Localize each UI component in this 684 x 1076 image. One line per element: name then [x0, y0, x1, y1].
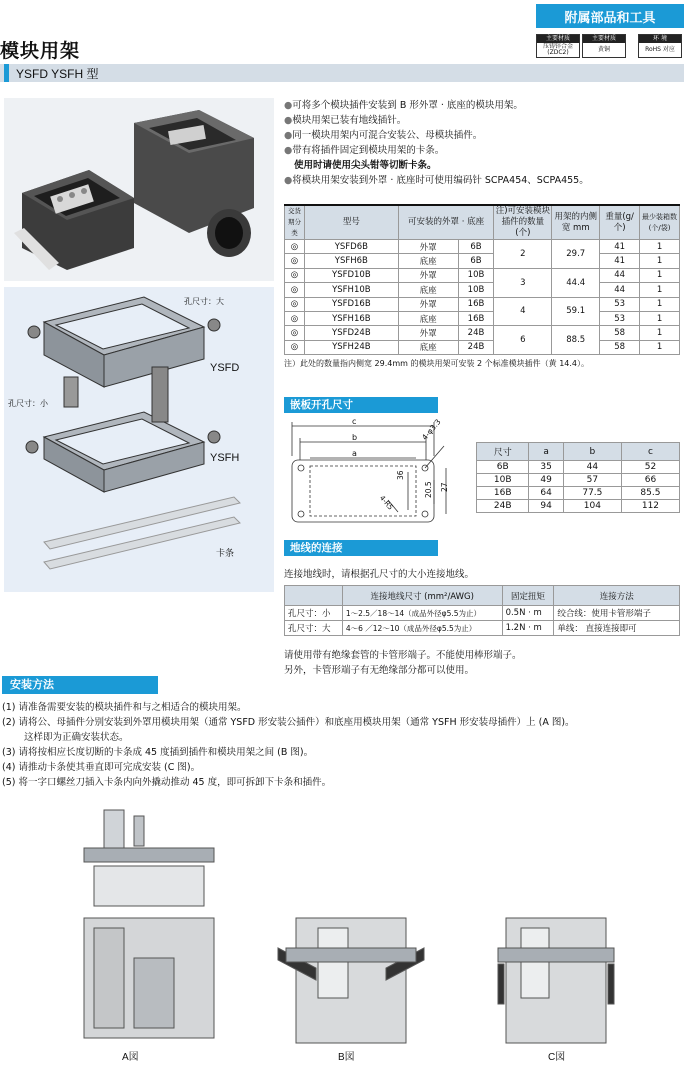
section-title-cutout: 嵌板开孔尺寸 [284, 397, 438, 413]
category-banner: 附属部品和工具 [536, 4, 684, 28]
figure-c [496, 908, 616, 1048]
subtitle-bar [0, 64, 684, 82]
feature-item: ●模块用架已装有地线插针。 [284, 115, 407, 126]
install-steps [2, 700, 682, 790]
step-item: (1) 请准备需要安装的模块插件和与之相适合的模块用架。 [2, 702, 247, 713]
cutout-table: 尺寸 a b c 6B 35 44 52 10B 49 57 66 16B 64 77.5 85.5 24B 94 104 112 [476, 442, 680, 513]
table-row: ◎ YSFD6B 外罩 6B 2 29.7 41 1 [285, 240, 680, 254]
step-item: (5) 将一字口螺丝刀插入卡条内向外撬动推动 45 度，即可拆卸下卡条和插件。 [2, 777, 332, 788]
table-row: ◎ YSFH10B 底座 10B 44 1 [285, 283, 680, 297]
table-row: 孔尺寸：小 1～2.5／18～14（成品外径φ5.5为止） 0.5N · m 绞合线：使用卡管形端子 [285, 606, 680, 621]
ground-note: 请使用带有绝缘套管的卡管形端子。不能使用棒形端子。 另外，卡管形端子有无绝缘部分都可以使用。 [284, 650, 522, 676]
dim-36: 36 [396, 470, 405, 480]
dim-c: c [352, 417, 357, 426]
table-row: 24B 94 104 112 [477, 500, 680, 513]
section-title-ground: 地线的连接 [284, 540, 438, 556]
model-table: 交货期分类 型号 可安装的外罩 · 底座 注)可安装模块插件的数量(个) 用架的内侧宽 mm 重量(g/个) 最少装箱数(个/袋) ◎ YSFD6B 外罩 6B 2 29.7 41 1 ◎ YSFH6B 底座 6B 41 1 ◎ YSFD10B 外罩 10B 3 44.4 44 1 ◎ YSFH10B 底座 10B 44 1 ◎ YSFD16B 外罩 16B 4 59.1 53 1 ◎ YSFH16B 底座 16B 53 1 ◎ YSFD24B 外罩 24B 6 88.5 58 1 ◎ YSFH24B 底座 24B 58 1 [284, 204, 680, 355]
subtitle-marker [4, 64, 9, 82]
subtitle: YSFD YSFH 型 [16, 67, 99, 81]
page-title: 模块用架 [0, 40, 81, 62]
section-title-install: 安装方法 [2, 676, 158, 694]
label-ysfd: YSFD [210, 362, 240, 374]
spec-material-2: 主要材质 黄铜 [582, 34, 626, 58]
table-row: 孔尺寸：大 4～6 ／12～10（成品外径φ5.5为止） 1.2N · m 单线： 直接连接即可 [285, 621, 680, 636]
label-hole-small: 孔尺寸：小 [8, 399, 48, 408]
dim-20-5: 20.5 [424, 481, 433, 498]
table-row: 6B 35 44 52 [477, 461, 680, 474]
table-row: ◎ YSFD24B 外罩 24B 6 88.5 58 1 [285, 326, 680, 340]
feature-item: ●带有将插件固定到模块用架的卡条。 [284, 145, 445, 156]
dim-a: a [352, 449, 357, 458]
figure-b-label: B図 [338, 1052, 355, 1063]
feature-item: ●可将多个模块插件安装到 B 形外罩 · 底座的模块用架。 [284, 100, 523, 111]
step-item: (2) 请将公、母插件分别安装到外罩用模块用架（通常 YSFD 形安装公插件）和底座用模块用架（通常 YSFH 形安装母插件）上 (A 图)。 [2, 717, 575, 728]
table-row: 16B 64 77.5 85.5 [477, 487, 680, 500]
dim-27: 27 [440, 482, 449, 492]
ground-intro: 连接地线时，请根据孔尺寸的大小连接地线。 [284, 569, 475, 580]
figure-c-label: C図 [548, 1052, 566, 1063]
label-ysfh: YSFH [210, 452, 240, 464]
figure-a-label: A図 [122, 1052, 139, 1063]
step-item: (4) 请推动卡条使其垂直即可完成安装 (C 图)。 [2, 762, 201, 773]
feature-item: ●同一模块用架内可混合安装公、母模块插件。 [284, 130, 483, 141]
label-clip: 卡条 [216, 549, 235, 559]
table-row: ◎ YSFH6B 底座 6B 41 1 [285, 254, 680, 268]
feature-list [284, 98, 679, 188]
ground-table: 连接地线尺寸 (mm²/AWG) 固定扭矩 连接方法 孔尺寸：小 1～2.5／18～14（成品外径φ5.5为止） 0.5N · m 绞合线：使用卡管形端子 孔尺寸：大 4～6 ／12～10（成品外径φ5.5为止） 1.2N · m 单线： 直接连接即可 [284, 585, 680, 636]
table-footnote: 注）此处的数量指内侧宽 29.4mm 的模块用架可安装 2 个标准模块插件（黄 14.4）。 [284, 359, 590, 368]
step-item: (3) 请将按相应长度切断的卡条成 45 度插到插件和模块用架之间 (B 图)。 [2, 747, 314, 758]
figure-b [276, 908, 426, 1048]
dim-r5: 4-R5 [377, 494, 395, 512]
cutout-drawing [284, 416, 474, 532]
spec-material-1: 主要材质 压铸锌合金(ZDC2) [536, 34, 580, 58]
label-hole-large: 孔尺寸：大 [184, 297, 224, 306]
table-row: ◎ YSFH24B 底座 24B 58 1 [285, 340, 680, 354]
step-item: 这样即为正确安装状态。 [24, 732, 129, 743]
product-photo [4, 98, 274, 281]
table-row: ◎ YSFD16B 外罩 16B 4 59.1 53 1 [285, 297, 680, 311]
figure-a [74, 808, 224, 1043]
dim-b: b [352, 433, 358, 442]
table-row: 10B 49 57 66 [477, 474, 680, 487]
feature-note: 使用时请使用尖头钳等切断卡条。 [294, 160, 437, 171]
dim-hole: 4-φ3.3 [420, 417, 443, 442]
table-row: ◎ YSFH16B 底座 16B 53 1 [285, 311, 680, 325]
table-row: ◎ YSFD10B 外罩 10B 3 44.4 44 1 [285, 268, 680, 282]
spec-environment: 环 境 RoHS 对应 [638, 34, 682, 58]
feature-item: ●将模块用架安装到外罩 · 底座时可使用编码针 SCPA454、SCPA455。 [284, 175, 589, 186]
